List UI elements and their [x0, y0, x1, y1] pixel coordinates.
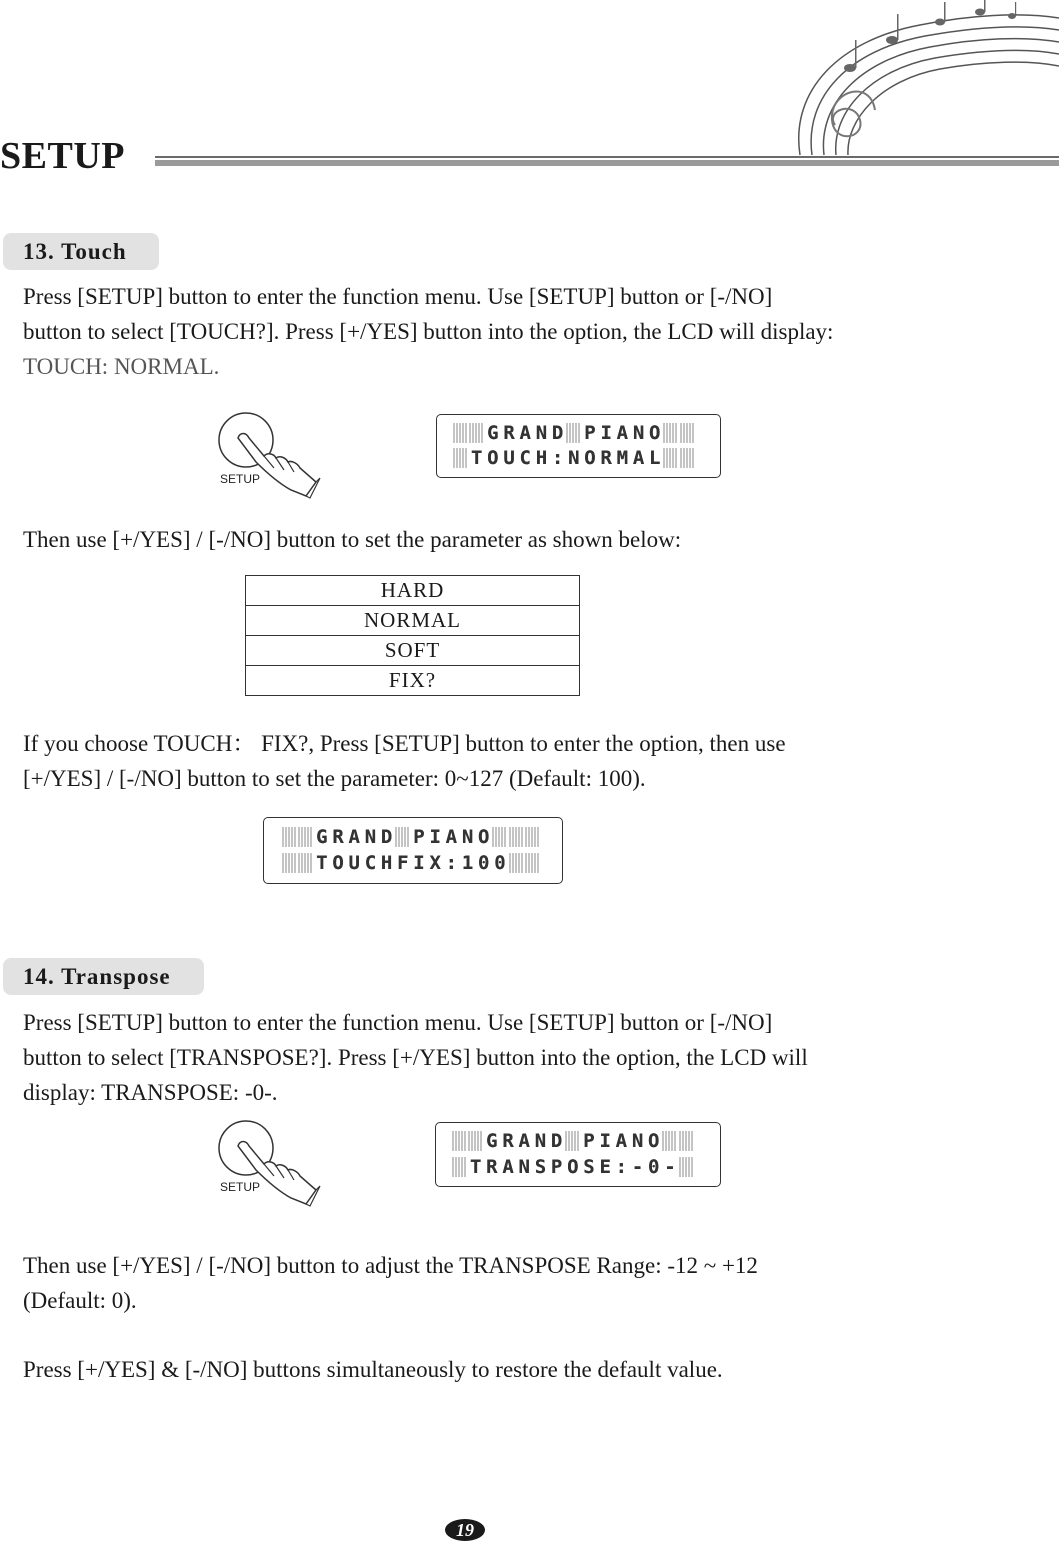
- lcd-char-cell: O: [332, 852, 344, 874]
- lcd-char-cell: D: [551, 422, 564, 444]
- lcd-char-cell: G: [316, 826, 328, 848]
- lcd-char-cell: [525, 827, 540, 847]
- lcd-char-cell: [452, 1157, 467, 1177]
- transpose-then-line-1: Then use [+/YES] / [-/NO] button to adjust the TRANSPOSE Range: -12 ~ +12: [23, 1253, 758, 1278]
- lcd-char-cell: [566, 423, 581, 443]
- transpose-restore-line: Press [+/YES] & [-/NO] buttons simultaneously to restore the default value.: [23, 1357, 723, 1382]
- transpose-intro-line-1: Press [SETUP] button to enter the function menu. Use [SETUP] button or [-/NO]: [23, 1010, 773, 1035]
- lcd-char-cell: G: [486, 1130, 498, 1152]
- lcd-char-cell: M: [616, 447, 629, 469]
- lcd-char-cell: N: [461, 826, 474, 848]
- lcd-char-cell: [298, 853, 313, 873]
- lcd-char-cell: 1: [461, 852, 474, 874]
- lcd-char-cell: [452, 1131, 467, 1151]
- lcd-char-cell: R: [332, 826, 344, 848]
- lcd-char-cell: A: [502, 1156, 514, 1178]
- option-normal: NORMAL: [246, 606, 580, 636]
- transpose-then-text: [23, 1248, 758, 1318]
- lcd-char-cell: [469, 423, 484, 443]
- lcd-char-cell: N: [632, 422, 645, 444]
- lcd-char-cell: O: [487, 447, 499, 469]
- setup-button-label: SETUP: [220, 1180, 261, 1194]
- lcd-char-cell: R: [502, 1130, 514, 1152]
- lcd-display-touch-fix: [263, 817, 563, 884]
- lcd-char-cell: [453, 423, 468, 443]
- title-rule: [155, 156, 1059, 166]
- lcd-char-cell: N: [364, 826, 377, 848]
- lcd-char-cell: [395, 827, 410, 847]
- section-tag-transpose: 14. Transpose: [3, 958, 204, 995]
- lcd-char-cell: H: [380, 852, 393, 874]
- lcd-char-cell: I: [600, 422, 612, 444]
- lcd-char-cell: H: [535, 447, 548, 469]
- lcd-char-cell: A: [518, 1130, 530, 1152]
- option-fix: FIX?: [246, 666, 580, 696]
- lcd-char-cell: P: [550, 1156, 563, 1178]
- lcd-char-cell: L: [649, 447, 661, 469]
- lcd-char-cell: C: [519, 447, 531, 469]
- lcd-char-cell: I: [429, 826, 441, 848]
- lcd-char-cell: [525, 853, 540, 873]
- lcd-char-cell: S: [583, 1156, 595, 1178]
- lcd-char-cell: O: [567, 1156, 579, 1178]
- lcd-char-cell: D: [550, 1130, 563, 1152]
- lcd-char-cell: G: [487, 422, 499, 444]
- lcd-char-cell: [663, 423, 678, 443]
- lcd-char-cell: A: [348, 826, 360, 848]
- lcd-char-cell: 0: [478, 852, 490, 874]
- lcd-char-cell: N: [568, 447, 580, 469]
- lcd-char-cell: -: [664, 1156, 676, 1178]
- lcd-char-cell: [565, 1131, 580, 1151]
- lcd-char-cell: [453, 448, 468, 468]
- lcd-line-1: [282, 827, 541, 847]
- hand-press-icon: [216, 1118, 336, 1208]
- lcd-char-cell: D: [380, 826, 393, 848]
- lcd-char-cell: [662, 1131, 677, 1151]
- lcd-char-cell: [492, 827, 507, 847]
- setup-button-press-illustration: [216, 410, 336, 510]
- lcd-line-2: [452, 1157, 695, 1177]
- lcd-char-cell: [680, 448, 695, 468]
- lcd-char-cell: :: [615, 1156, 628, 1178]
- lcd-char-cell: [282, 853, 297, 873]
- transpose-then-line-2: (Default: 0).: [23, 1288, 137, 1313]
- touch-then-line: Then use [+/YES] / [-/NO] button to set the parameter as shown below:: [23, 527, 682, 552]
- setup-button-label: SETUP: [220, 472, 261, 486]
- lcd-char-cell: N: [535, 422, 548, 444]
- lcd-char-cell: S: [534, 1156, 547, 1178]
- option-hard: HARD: [246, 576, 580, 606]
- lcd-line-1: [452, 1131, 695, 1151]
- touch-intro-line-3: TOUCH: NORMAL.: [23, 354, 220, 379]
- lcd-char-cell: N: [631, 1130, 644, 1152]
- lcd-char-cell: A: [616, 422, 629, 444]
- touch-intro-line-1: Press [SETUP] button to enter the function menu. Use [SETUP] button or [-/NO]: [23, 284, 773, 309]
- lcd-char-cell: 0: [494, 852, 506, 874]
- lcd-char-cell: :: [551, 447, 564, 469]
- lcd-char-cell: P: [583, 1130, 595, 1152]
- lcd-char-cell: U: [348, 852, 360, 874]
- transpose-restore-text: [23, 1352, 723, 1387]
- lcd-char-cell: :: [445, 852, 458, 874]
- lcd-display-touch: [436, 414, 721, 478]
- page-title: SETUP: [0, 135, 125, 177]
- lcd-char-cell: E: [599, 1156, 611, 1178]
- touch-intro: [23, 279, 833, 384]
- lcd-char-cell: N: [534, 1130, 547, 1152]
- lcd-char-cell: [282, 827, 297, 847]
- lcd-char-cell: O: [649, 422, 661, 444]
- touch-fix-text: [23, 726, 786, 796]
- lcd-char-cell: R: [600, 447, 612, 469]
- option-soft: SOFT: [246, 636, 580, 666]
- music-notes-decoration-icon: [780, 0, 1059, 160]
- lcd-char-cell: P: [413, 826, 425, 848]
- lcd-char-cell: A: [445, 826, 458, 848]
- lcd-char-cell: [663, 448, 678, 468]
- lcd-line-2: [453, 448, 696, 468]
- lcd-char-cell: T: [470, 447, 483, 469]
- lcd-char-cell: A: [615, 1130, 628, 1152]
- section-tag-touch: 13. Touch: [3, 233, 159, 270]
- touch-fix-line-1: If you choose TOUCH： FIX?, Press [SETUP] button to enter the option, then use: [23, 731, 786, 756]
- lcd-display-transpose: [435, 1122, 721, 1187]
- lcd-char-cell: A: [519, 422, 531, 444]
- touch-fix-line-2: [+/YES] / [-/NO] button to set the parameter: 0~127 (Default: 100).: [23, 766, 646, 791]
- lcd-char-cell: I: [413, 852, 425, 874]
- lcd-char-cell: [468, 1131, 483, 1151]
- hand-press-icon: [216, 410, 336, 500]
- lcd-char-cell: T: [316, 852, 328, 874]
- setup-button-press-illustration: [216, 1118, 336, 1218]
- lcd-char-cell: F: [397, 852, 409, 874]
- transpose-intro: [23, 1005, 808, 1110]
- touch-intro-line-2: button to select [TOUCH?]. Press [+/YES] button into the option, the LCD will display:: [23, 319, 834, 344]
- lcd-char-cell: [509, 827, 524, 847]
- lcd-char-cell: C: [364, 852, 377, 874]
- lcd-char-cell: [679, 1157, 694, 1177]
- lcd-char-cell: N: [518, 1156, 530, 1178]
- touch-then-text: [23, 522, 681, 557]
- lcd-char-cell: O: [584, 447, 596, 469]
- lcd-char-cell: U: [503, 447, 515, 469]
- lcd-char-cell: O: [648, 1130, 660, 1152]
- lcd-char-cell: P: [584, 422, 596, 444]
- lcd-char-cell: [509, 853, 524, 873]
- lcd-char-cell: T: [469, 1156, 482, 1178]
- transpose-intro-line-2: button to select [TRANSPOSE?]. Press [+/YES] button into the option, the LCD will: [23, 1045, 808, 1070]
- lcd-char-cell: A: [632, 447, 645, 469]
- lcd-char-cell: -: [631, 1156, 644, 1178]
- touch-options-table: [245, 575, 580, 696]
- lcd-char-cell: [679, 1131, 694, 1151]
- page-number: 19: [445, 1519, 485, 1541]
- lcd-char-cell: [680, 423, 695, 443]
- lcd-char-cell: R: [503, 422, 515, 444]
- lcd-line-2: [282, 853, 541, 873]
- lcd-char-cell: [298, 827, 313, 847]
- lcd-char-cell: X: [429, 852, 441, 874]
- lcd-char-cell: I: [599, 1130, 611, 1152]
- lcd-char-cell: R: [486, 1156, 498, 1178]
- lcd-line-1: [453, 423, 696, 443]
- transpose-intro-line-3: display: TRANSPOSE: -0-.: [23, 1080, 278, 1105]
- lcd-char-cell: O: [478, 826, 490, 848]
- lcd-char-cell: 0: [648, 1156, 660, 1178]
